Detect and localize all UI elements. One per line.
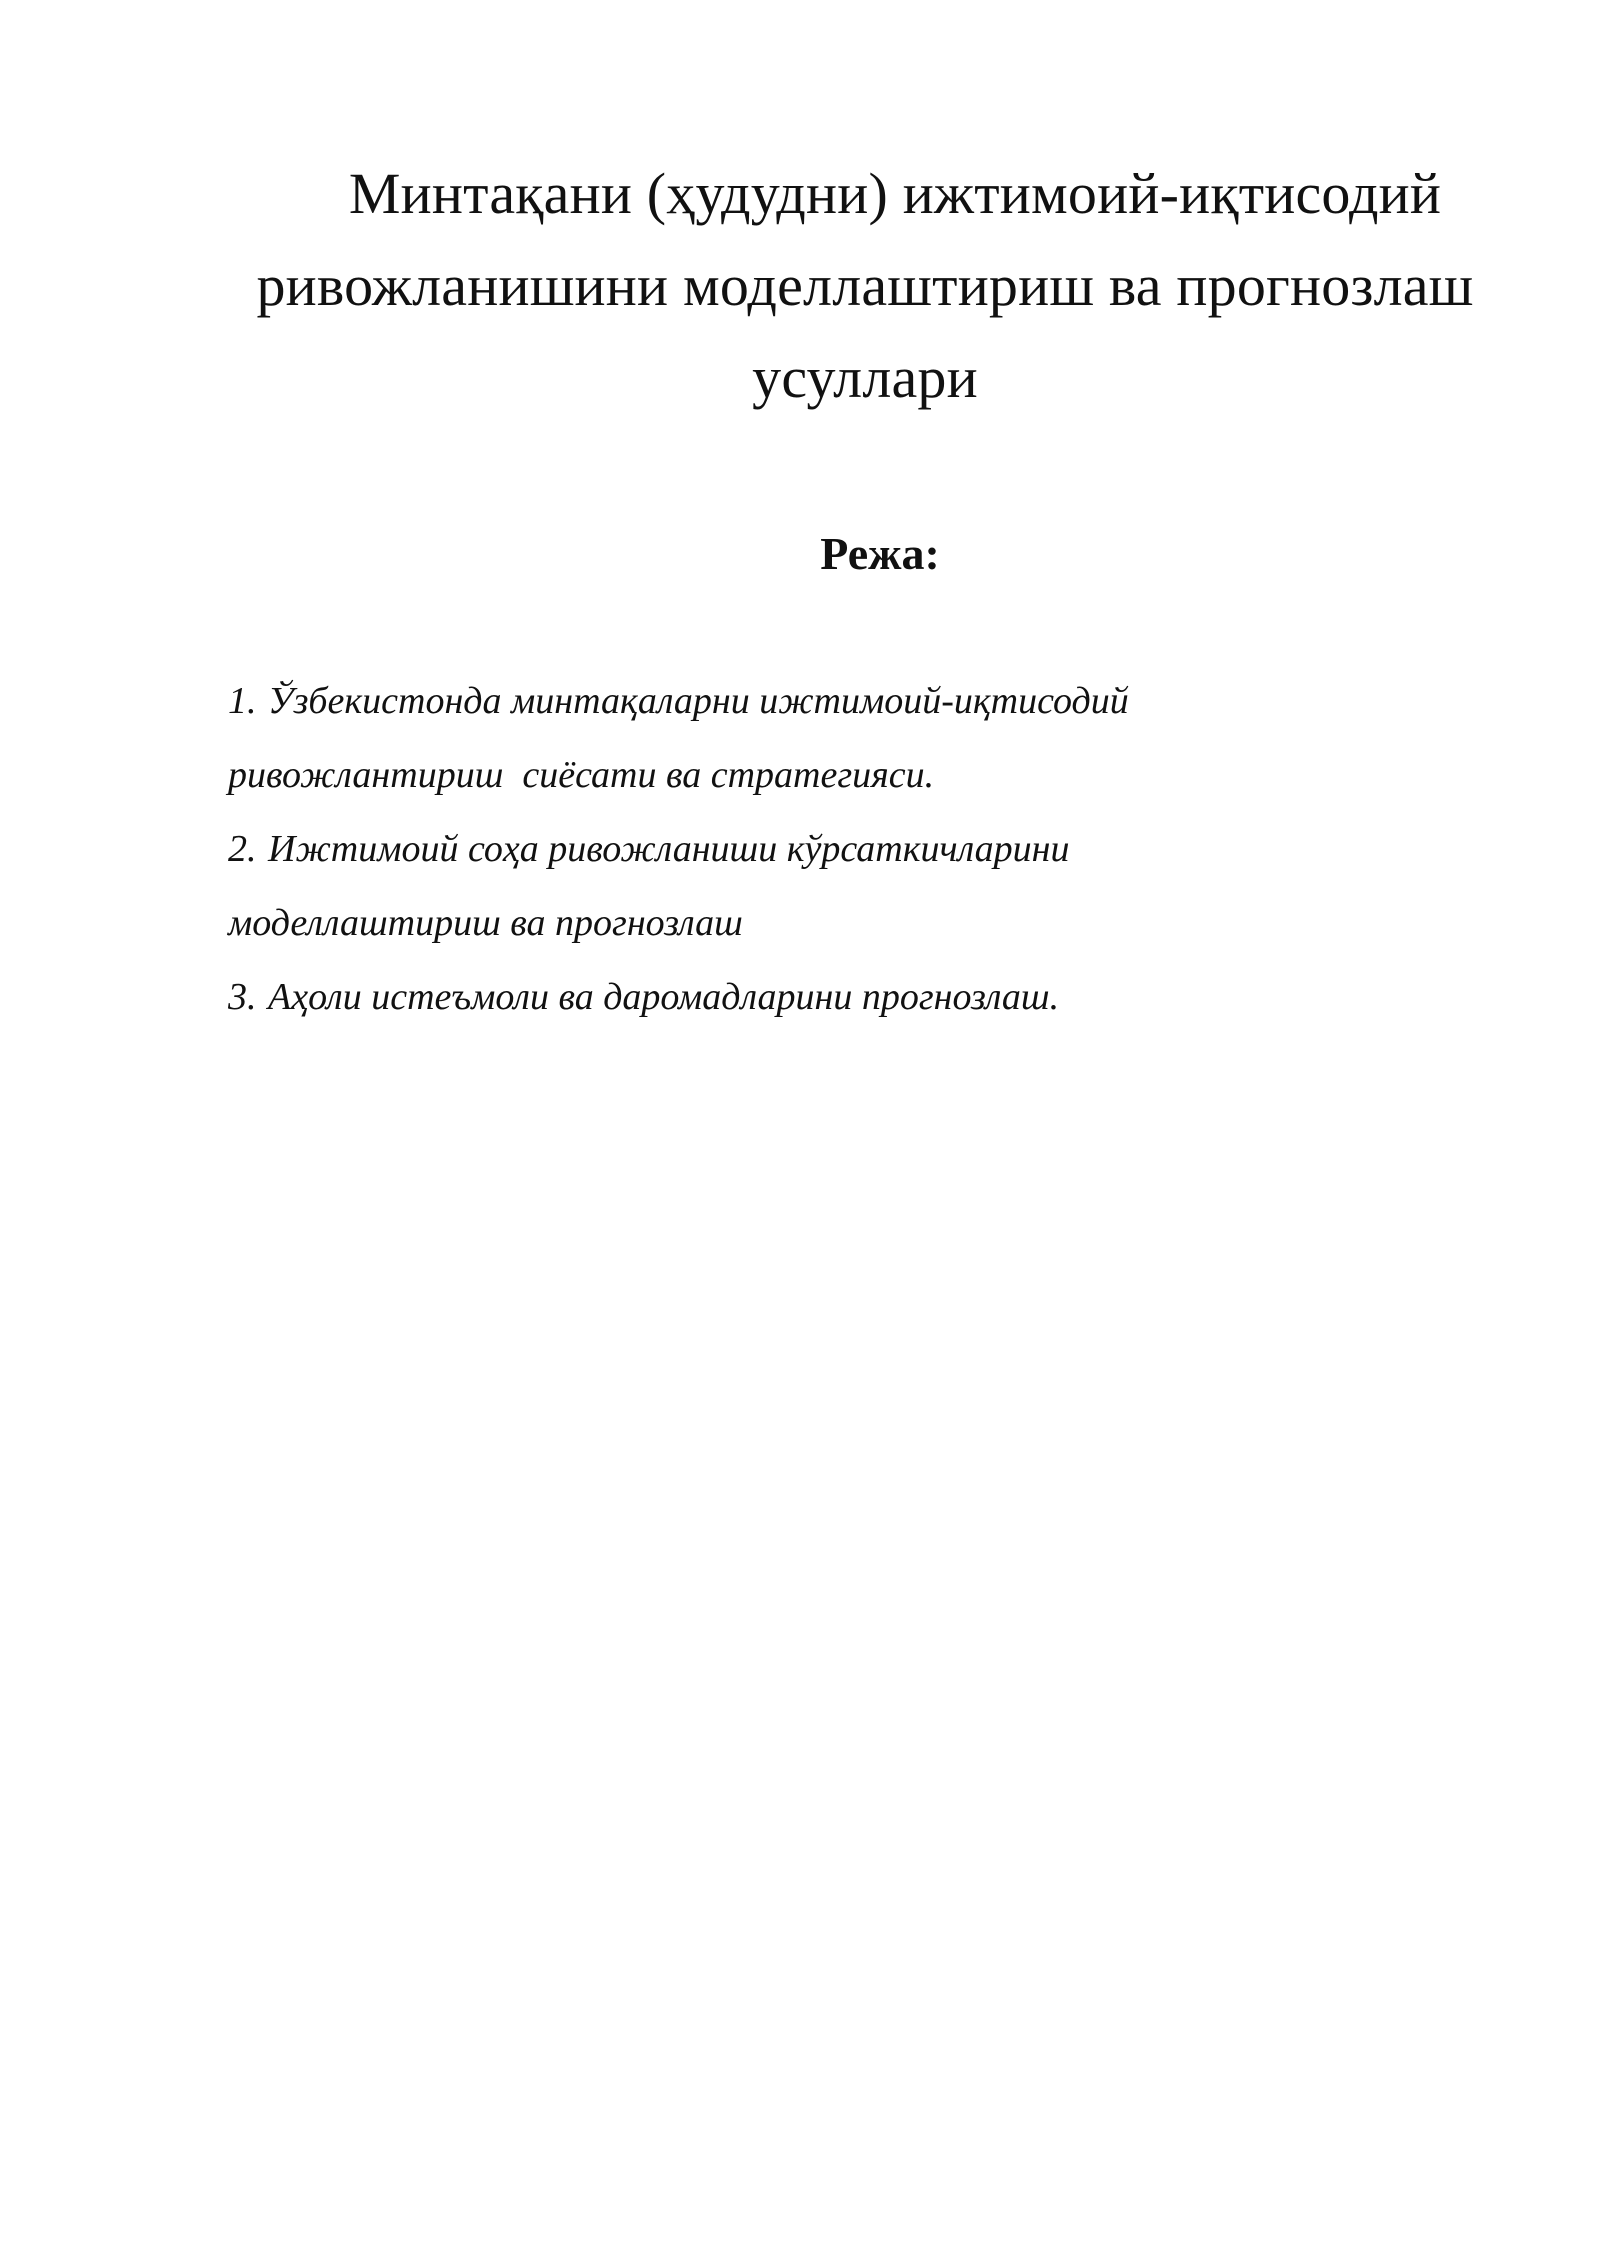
plan-item-text: Аҳоли истеъмоли ва даромадларини прогнозлаш. xyxy=(268,976,1060,1018)
plan-item-line xyxy=(228,960,1428,1034)
document-title xyxy=(210,148,1520,424)
plan-item-line xyxy=(228,664,1428,738)
plan-item-line xyxy=(228,738,1428,812)
title-line: Минтақани (ҳудудни) ижтимоий-иқтисодий xyxy=(348,161,1442,226)
plan-item-number: 3. xyxy=(228,976,257,1018)
plan-item-text: Ўзбекистонда минтақаларни ижтимоий-иқтисодий xyxy=(268,680,1129,722)
plan-item-number: 2. xyxy=(228,828,257,870)
plan-item-number: 1. xyxy=(228,680,257,722)
title-line: усуллари xyxy=(752,345,978,410)
plan-list xyxy=(228,664,1428,1034)
plan-item-text: Ижтимоий соҳа ривожланиши кўрсаткичларини xyxy=(268,828,1070,870)
plan-heading: Режа: xyxy=(820,528,940,579)
plan-item-line xyxy=(228,886,1428,960)
plan-item-text: моделлаштириш ва прогнозлаш xyxy=(228,902,743,944)
title-line: ривожланишини моделлаштириш ва прогнозлаш xyxy=(256,253,1474,318)
plan-item-line xyxy=(228,812,1428,886)
plan-item-text: ривожлантириш сиёсати ва стратегияси. xyxy=(228,754,935,796)
